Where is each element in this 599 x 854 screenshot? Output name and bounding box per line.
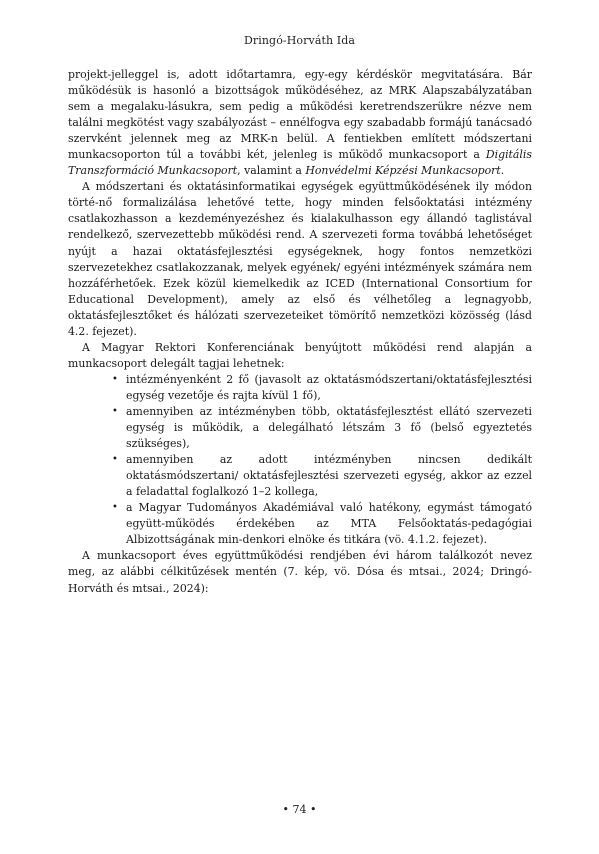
list-item-text: intézményenként 2 fő (javasolt az oktatásmódszertani/oktatásfejlesztési egység vezetője és rajta kívül 1 fő), — [126, 372, 532, 402]
list-item-text: amennyiben az intézményben több, oktatásfejlesztést ellátó szervezeti egység is működik, a delegálható létszám 3 fő (belső egyeztetés szükséges), — [126, 404, 532, 451]
page-number: • 74 • — [282, 803, 317, 816]
delegate-list — [68, 372, 532, 549]
body-text — [68, 67, 532, 597]
paragraph-1-text-c: . — [500, 164, 505, 178]
paragraph-1 — [68, 67, 532, 179]
bullet-icon: • — [112, 454, 118, 466]
paragraph-1-text-a: projekt-jelleggel is, adott időtartamra, egy-egy kérdéskör megvitatására. Bár működésük is hasonló a bizottságok működéséhez, az MRK Alapszabályzatában sem a megalaku-lásukra, sem pedig a működési keretrendszerükre nézve nem találni megkötést vagy szabályozást – ennélfogva egy szabadabb formájú tanácsadó szervként jelennek meg az MRK-n belül. A fentiekben említett módszertani munkacsoporton túl a további két, jelenleg is működő munkacsoport a — [68, 68, 532, 162]
bullet-icon: • — [112, 373, 118, 385]
list-item-text: amennyiben az adott intézményben nincsen dedikált oktatásmódszertani/ oktatásfejlesztési szervezeti egység, akkor az ezzel a feladattal foglalkozó 1–2 kollega, — [126, 453, 532, 499]
list-item — [112, 372, 532, 404]
paragraph-1-text-b: , valamint a — [237, 164, 306, 178]
digital-transformation-group-name: Digitális Transzformáció Munkacsoport — [68, 148, 532, 178]
list-item-text: a Magyar Tudományos Akadémiával való hatékony, egymást támogató együtt-működés érdekében az MTA Felsőoktatás-pedagógiai Albizottságának min-denkori elnöke és titkára (vö. 4.1.2. fejezet). — [126, 501, 532, 547]
paragraph-3: A Magyar Rektori Konferenciának benyújtott működési rend alapján a munkacsoport delegált tagjai lehetnek: — [68, 340, 532, 370]
list-item — [112, 452, 532, 500]
defence-training-group-name: Honvédelmi Képzési Munkacsoport — [305, 164, 501, 178]
list-item — [112, 404, 532, 452]
bullet-icon: • — [112, 405, 118, 417]
paragraph-4: A munkacsoport éves együttműködési rendjében évi három találkozót nevez meg, az alábbi célkitűzések mentén (7. kép, vö. Dósa és mtsai., 2024; Dringó-Horváth és mtsai., 2024): — [68, 549, 532, 595]
running-head: Dringó-Horváth Ida — [243, 34, 356, 47]
bullet-icon: • — [112, 502, 118, 514]
paragraph-2: A módszertani és oktatásinformatikai egységek együttműködésének ily módon törté-nő formalizálása lehetővé tette, hogy minden felsőoktatási intézmény csatlakozhasson a kezdeményezéshez és kialakulhasson egy állandó taglistával rendelkező, szervezettebb működési rend. A szervezeti forma továbbá lehetőséget nyújt a hazai oktatásfejlesztési egységeknek, hogy fontos nemzetközi szervezetekhez csatlakozzanak, melyek egyének/ egyéni intézmények számára nem hozzáférhetőek. Ezek közül kiemelkedik az ICED (International Consortium for Educational Development), amely az első és vélhetőleg a legnagyobb, oktatásfejlesztőket és hálózati szervezeteiket tömörítő nemzetközi közösség (lásd 4.2. fejezet). — [68, 180, 532, 338]
list-item — [112, 500, 532, 548]
